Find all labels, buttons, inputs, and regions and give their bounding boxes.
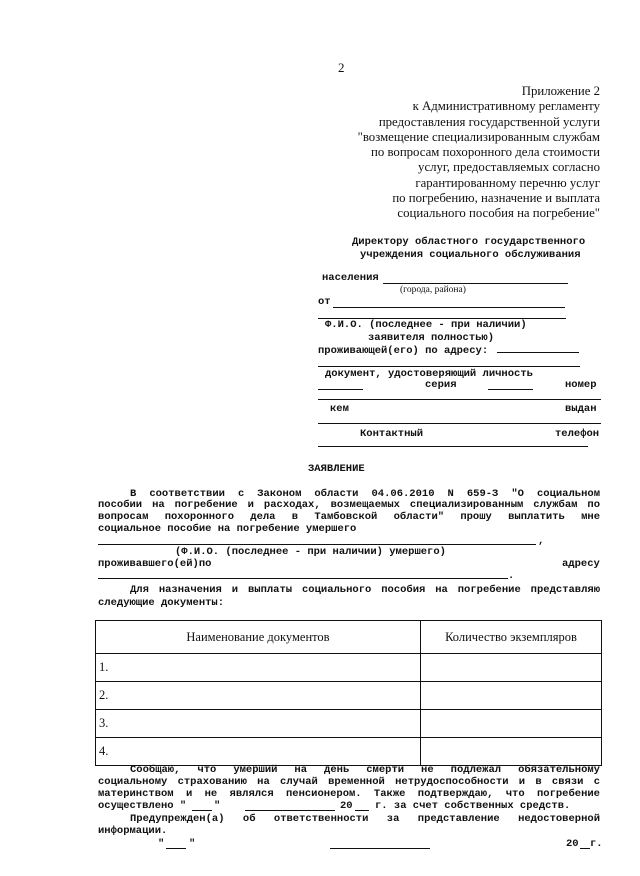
p1-line-2: пособии на погребение и расходах, возмещаемых специализированным службам по [98,499,600,511]
p3-line-4a: осуществлено " [98,800,187,812]
appendix-line: услуг, предоставляемых согласно [418,160,600,175]
deceased-name-field [98,544,536,545]
from-field [333,307,565,308]
appendix-line: к Административному регламенту [412,99,600,114]
appendix-block [270,84,600,222]
p3-line-2: социальному страхованию на случай временной нетрудоспособности и в связи с [98,776,600,788]
addressee-line-1: Директору областного государственного [352,236,586,248]
resided-label: проживавшего(ей)по [98,558,212,570]
residing-field [497,352,579,353]
header-quantity: Количество экземпляров [421,621,602,654]
p3-line-3: материнством и не являлся пенсионером. Также подтверждаю, что погребение [98,788,600,800]
appendix-line: "возмещение специализированным службам [357,129,600,144]
burial-year-field [355,810,369,811]
p4-line-1: Предупрежден(а) об ответственности за представление недостоверной [130,813,600,825]
year-suffix: г. [590,838,603,850]
sign-year-field [580,848,590,849]
sign-month-field [330,848,430,849]
doc-prefix-field [318,389,363,390]
documents-table [95,620,602,766]
p3-line-4d: г. за счет собственных средств. [375,800,571,812]
address-label: адресу [562,558,600,570]
row-quantity [421,654,602,682]
series-label: серия [425,379,457,391]
p1-line-4: социальное пособие на погребение умершего [98,523,357,535]
comma: , [538,535,545,547]
burial-month-field [245,810,335,811]
row-number: 4. [96,738,421,766]
appendix-line: по вопросам похоронного дела стоимости [371,145,600,160]
row-quantity [421,738,602,766]
resided-field [98,578,508,579]
addressee-line-2: учреждения социального обслуживания [360,249,581,261]
fio-line-2: заявителя полностью) [368,332,495,344]
from-label: от [318,296,331,308]
issued-field [318,423,601,424]
page-number: 2 [338,60,345,75]
date-quote-open: " [158,838,165,850]
residing-label: проживающей(его) по адресу: [318,345,489,357]
table-row [96,710,602,738]
row-number: 2. [96,682,421,710]
city-hint: (города, района) [400,285,466,295]
phone-label: телефон [555,428,600,440]
series-field [488,389,533,390]
number-field [318,399,601,400]
row-number: 3. [96,710,421,738]
row-number: 1. [96,654,421,682]
table-row [96,682,602,710]
p2-line-2: следующие документы: [98,597,225,609]
contact-label: Контактный [360,428,424,440]
population-field [383,283,568,284]
row-quantity [421,710,602,738]
number-label: номер [565,379,597,391]
appendix-line: социального пособия на погребение" [397,206,600,221]
statement-title: ЗАЯВЛЕНИЕ [308,463,365,475]
appendix-line: гарантированному перечню услуг [415,175,600,190]
p3-line-4b: " [214,800,221,812]
appendix-line: предоставления государственной услуги [378,114,600,129]
burial-day-field [192,810,212,811]
year-prefix: 20 [566,838,579,850]
issued-label: выдан [565,403,597,415]
p3-line-4c: 20 [340,800,353,812]
appendix-line: Приложение 2 [521,84,600,98]
row-quantity [421,682,602,710]
table-row [96,738,602,766]
deceased-fio-hint: (Ф.И.О. (последнее - при наличии) умершего) [175,546,446,558]
table-row [96,654,602,682]
residing-field-2 [318,366,580,367]
period: . [508,570,515,582]
table-header-row [96,621,602,654]
date-quote-close: " [189,838,196,850]
appendix-line: по погребению, назначение и выплата [392,191,600,206]
population-label: населения [322,272,379,284]
p3-line-1: Сообщаю, что умерший на день смерти не подлежал обязательному [130,764,600,776]
header-doc-name: Наименование документов [96,621,421,654]
by-whom-label: кем [330,403,349,415]
p2-line-1: Для назначения и выплаты социального пособия на погребение представляю [130,584,600,596]
document-label: документ, удостоверяющий личность [325,368,533,380]
p1-line-1: В соответствии с Законом области 04.06.2010 N 659-З "О социальном [130,488,600,500]
phone-field [318,446,588,447]
fio-line-1: Ф.И.О. (последнее - при наличии) [325,319,527,331]
sign-day-field [166,848,186,849]
p4-line-2: информации. [98,825,168,837]
p1-line-3: вопросам похоронного дела в Тамбовской области" прошу выплатить мне [98,511,600,523]
